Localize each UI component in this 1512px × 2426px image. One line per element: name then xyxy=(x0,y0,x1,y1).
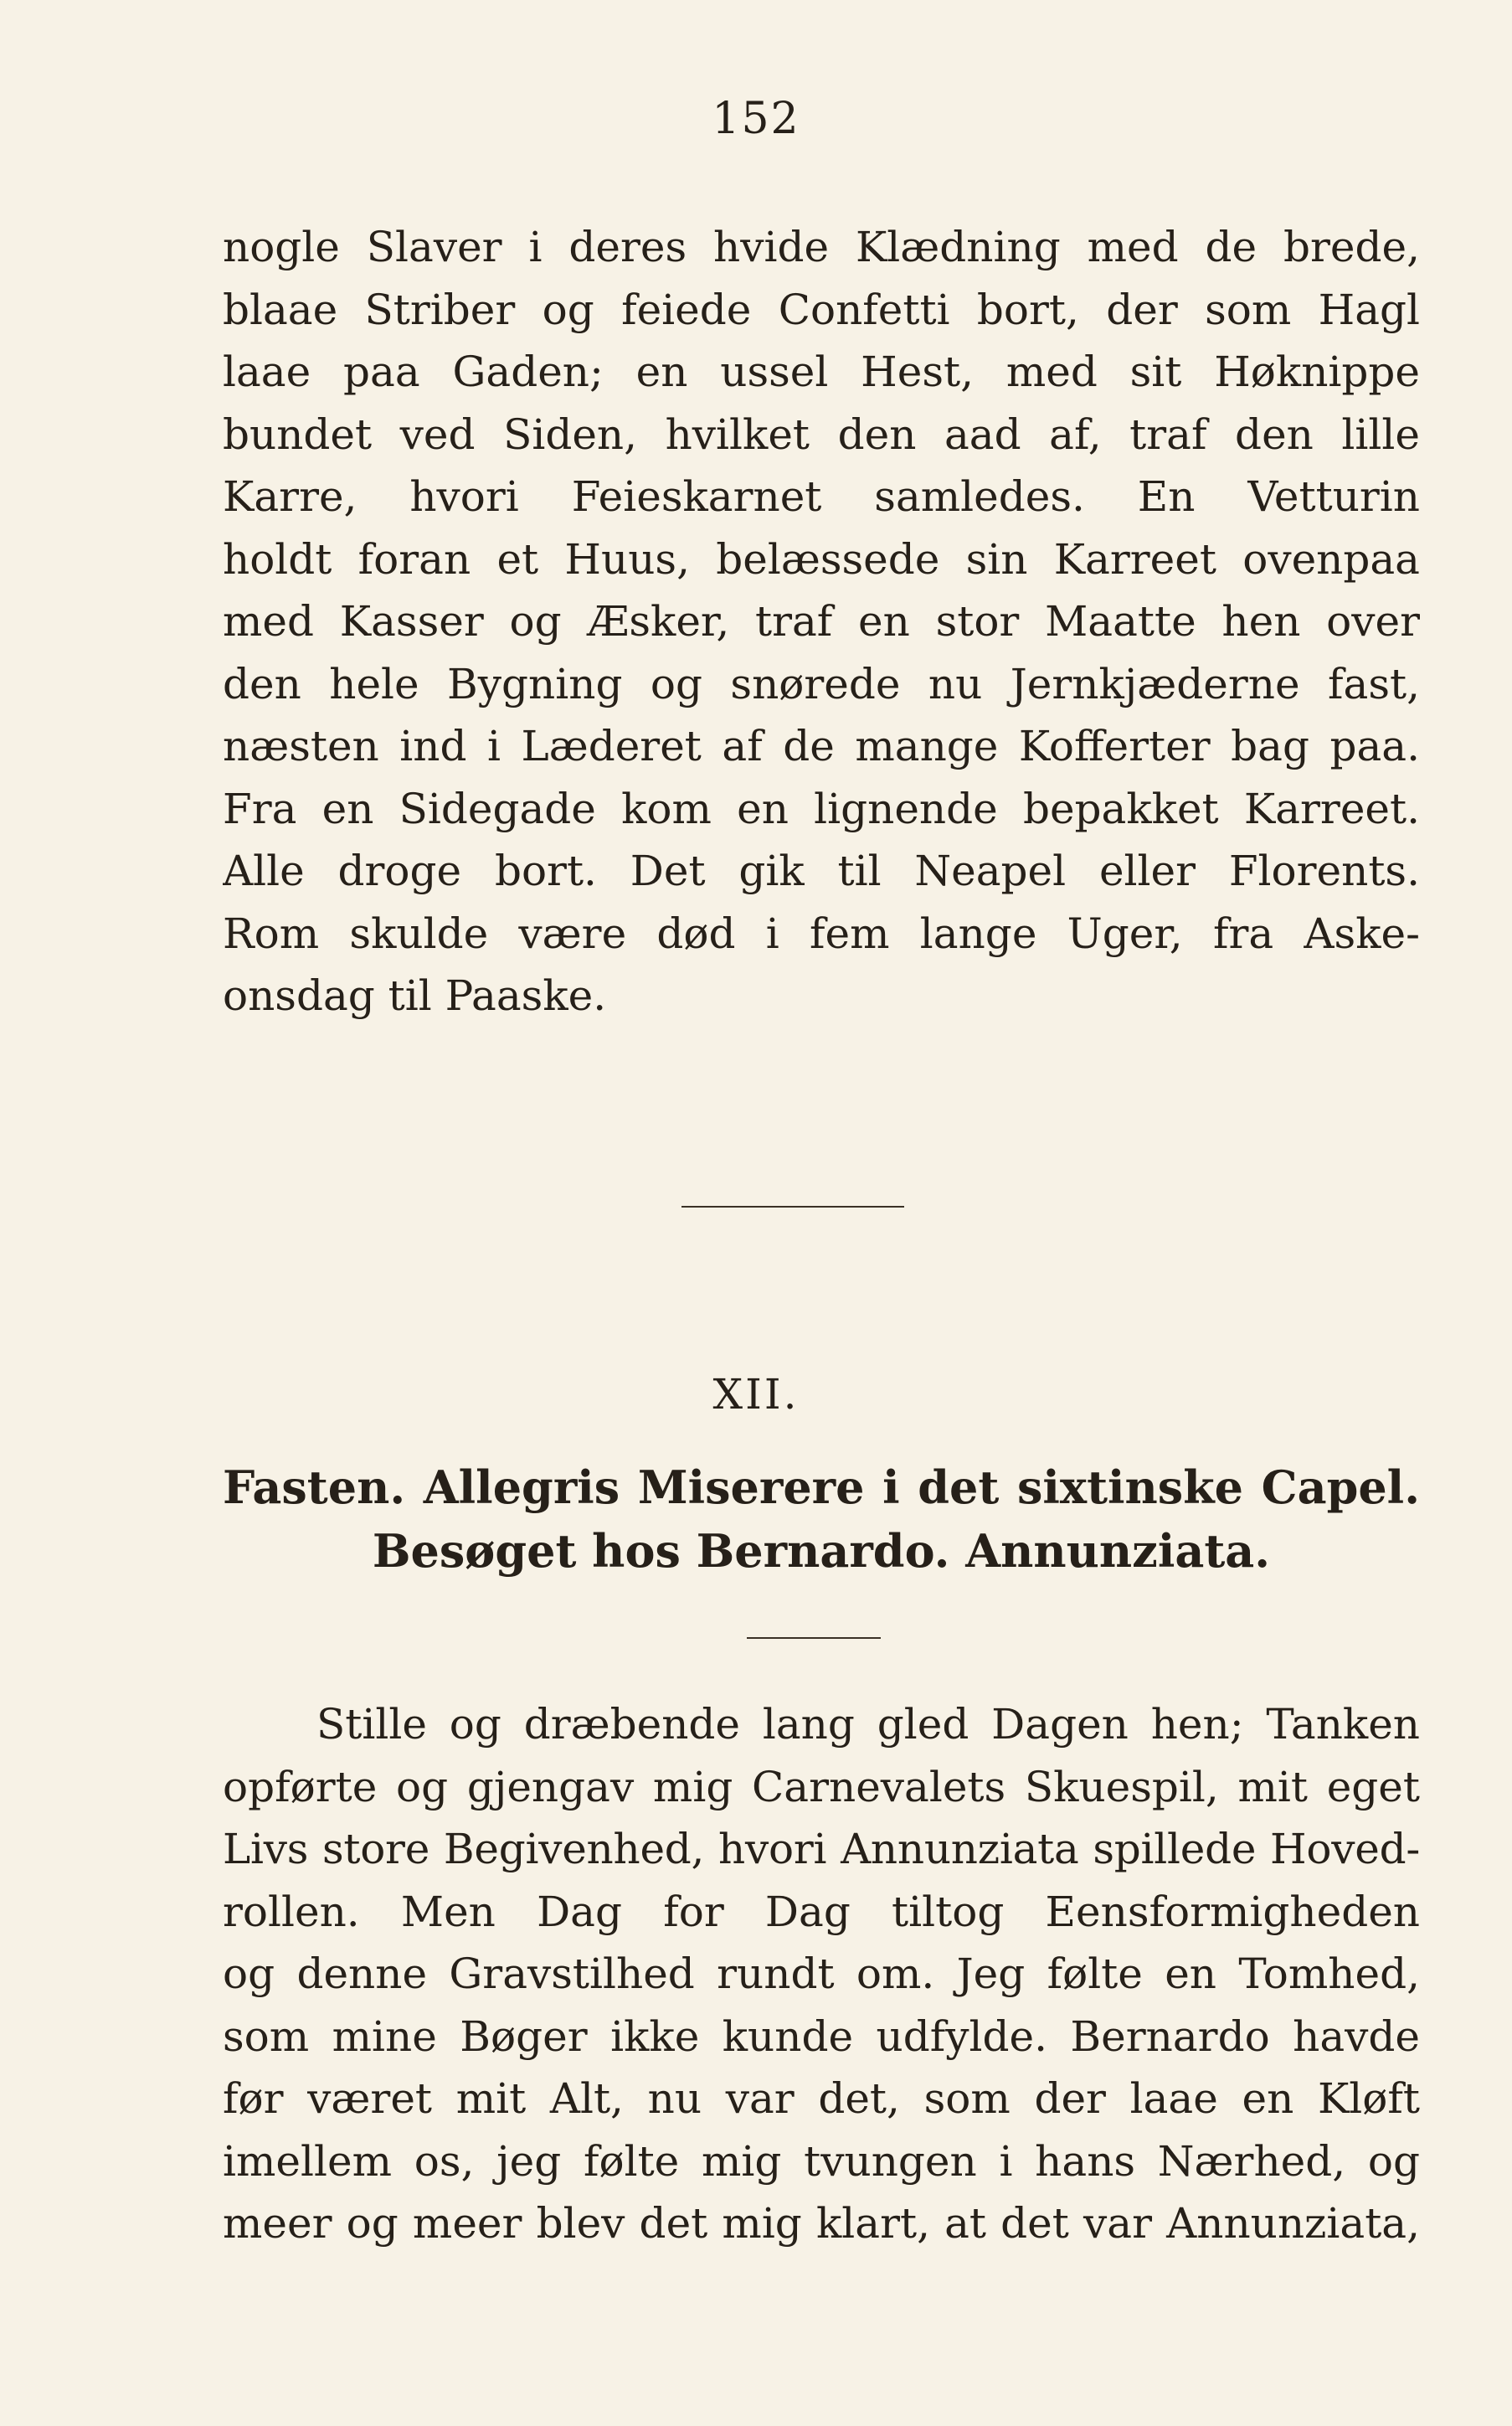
text-line: blaae Striber og feiede Confetti bort, der som Hagl xyxy=(223,285,1420,334)
text-line: Livs store Begivenhed, hvori Annunziata spillede Hoved- xyxy=(223,1825,1420,1873)
text-line: som mine Bøger ikke kunde udfylde. Bernardo havde xyxy=(223,2011,1420,2061)
text-line: Alle droge bort. Det gik til Neapel eller Florents. xyxy=(223,847,1420,895)
text-line: opførte og gjengav mig Carnevalets Skuespil, mit eget xyxy=(223,1762,1420,1811)
text-line: Rom skulde være død i fem lange Uger, fra Aske- xyxy=(223,909,1420,958)
text-line: næsten ind i Læderet af de mange Kofferter bag paa. xyxy=(223,722,1420,770)
text-line: bundet ved Siden, hvilket den aad af, traf den lille xyxy=(223,409,1420,459)
text-line: Stille og dræbende lang gled Dagen hen; Tanken xyxy=(316,1700,1420,1749)
text-line: og denne Gravstilhed rundt om. Jeg følte en Tomhed, xyxy=(223,1950,1420,1998)
text-line: før været mit Alt, nu var det, som der laae en Kløft xyxy=(223,2074,1420,2123)
chapter-title xyxy=(223,1455,1420,1583)
text-line: laae paa Gaden; en ussel Hest, med sit Høknippe xyxy=(223,348,1420,396)
paragraph-2 xyxy=(223,1693,1420,2255)
text-line: meer og meer blev det mig klart, at det var Annunziata, xyxy=(223,2199,1420,2248)
text-line: med Kasser og Æsker, traf en stor Maatte hen over xyxy=(223,597,1420,646)
text-line: Fra en Sidegade kom en lignende bepakket Karreet. xyxy=(223,784,1420,833)
text-line: nogle Slaver i deres hvide Klædning med de brede, xyxy=(223,223,1420,271)
section-divider xyxy=(681,1206,904,1208)
text-line: rollen. Men Dag for Dag tiltog Eensformigheden xyxy=(223,1887,1420,1936)
chapter-title-line: Fasten. Allegris Miserere i det sixtinske Capel. xyxy=(223,1460,1420,1514)
page-number: 152 xyxy=(712,94,800,144)
text-line: den hele Bygning og snørede nu Jernkjæderne fast, xyxy=(223,659,1420,708)
chapter-title-line: Besøget hos Bernardo. Annunziata. xyxy=(372,1524,1271,1578)
title-divider xyxy=(747,1637,881,1639)
paragraph-1 xyxy=(223,216,1420,1028)
text-line: holdt foran et Huus, belæssede sin Karreet ovenpaa xyxy=(223,534,1420,584)
text-line: Karre, hvori Feieskarnet samledes. En Vetturin xyxy=(223,472,1420,521)
text-line: imellem os, jeg følte mig tvungen i hans Nærhed, og xyxy=(223,2136,1420,2186)
chapter-numeral: XII. xyxy=(712,1370,800,1419)
text-line: onsdag til Paaske. xyxy=(223,971,607,1020)
